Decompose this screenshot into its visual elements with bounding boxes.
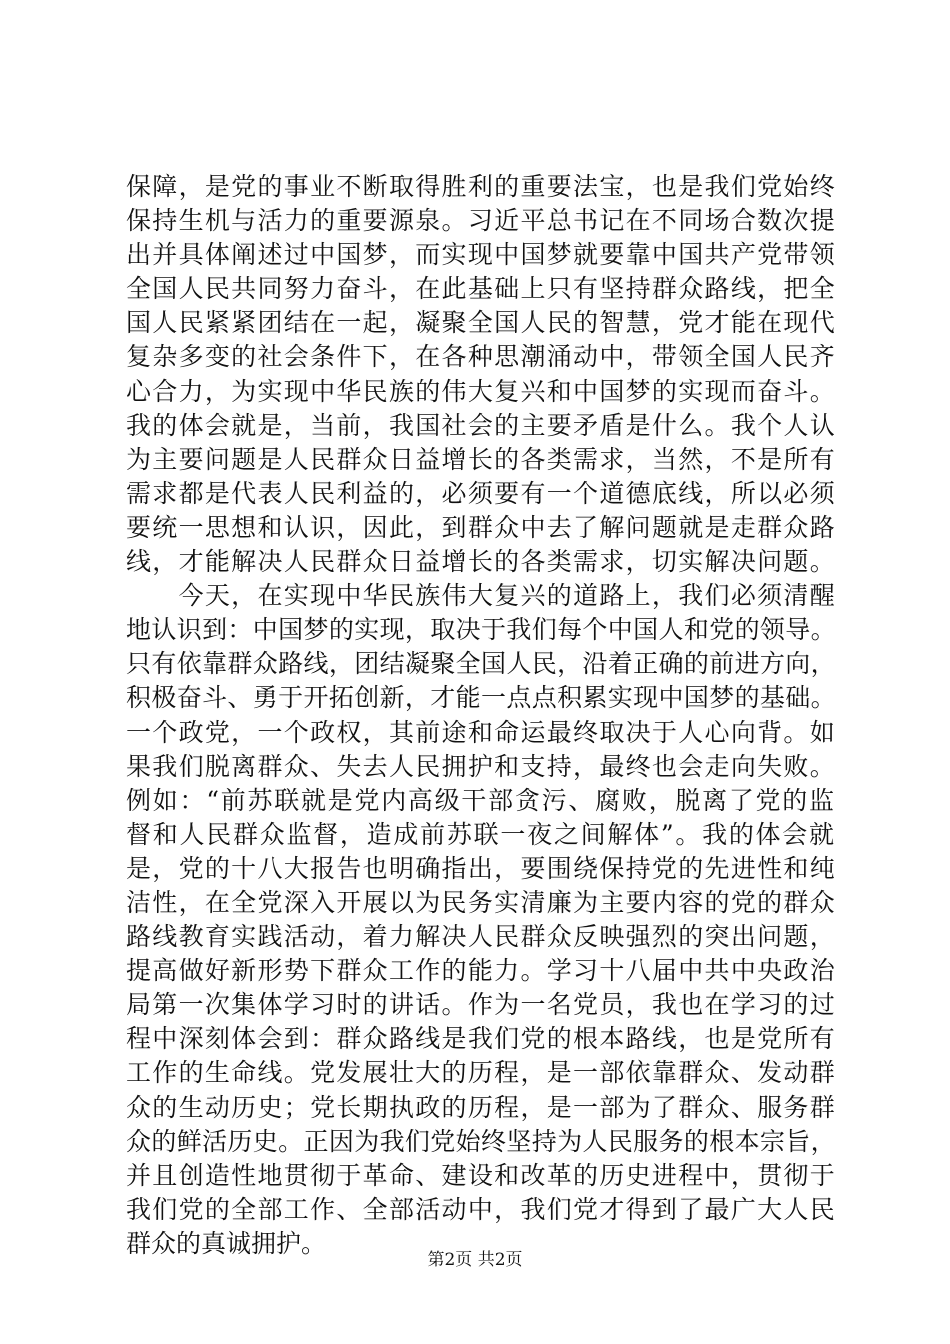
text-line: 并且创造性地贯彻于革命、建设和改革的历史进程中，贯彻于 xyxy=(126,1160,837,1190)
text-line: 工作的生命线。党发展壮大的历程，是一部依靠群众、发动群 xyxy=(126,1058,837,1088)
text-line: 今天，在实现中华民族伟大复兴的道路上，我们必须清醒 xyxy=(126,581,837,611)
text-line: 积极奋斗、勇于开拓创新，才能一点点积累实现中国梦的基础。 xyxy=(126,683,837,713)
text-line: 路线教育实践活动，着力解决人民群众反映强烈的突出问题， xyxy=(126,922,837,952)
text-line: 心合力，为实现中华民族的伟大复兴和中国梦的实现而奋斗。 xyxy=(126,376,837,406)
text-line: 只有依靠群众路线，团结凝聚全国人民，沿着正确的前进方向， xyxy=(126,649,837,679)
text-line: 是，党的十八大报告也明确指出，要围绕保持党的先进性和纯 xyxy=(126,853,837,883)
text-line: 保持生机与活力的重要源泉。习近平总书记在不同场合数次提 xyxy=(126,206,837,236)
text-line: 例如：“前苏联就是党内高级干部贪污、腐败，脱离了党的监 xyxy=(126,785,836,815)
text-line: 出并具体阐述过中国梦，而实现中国梦就要靠中国共产党带领 xyxy=(126,240,837,270)
text-line: 果我们脱离群众、失去人民拥护和支持，最终也会走向失败。 xyxy=(126,751,837,781)
text-line: 保障，是党的事业不断取得胜利的重要法宝，也是我们党始终 xyxy=(126,172,837,201)
text-line: 洁性，在全党深入开展以为民务实清廉为主要内容的党的群众 xyxy=(126,887,837,917)
text-line: 一个政党，一个政权，其前途和命运最终取决于人心向背。如 xyxy=(126,717,837,747)
text-line: 线，才能解决人民群众日益增长的各类需求，切实解决问题。 xyxy=(126,547,837,577)
text-line: 为主要问题是人民群众日益增长的各类需求，当然，不是所有 xyxy=(126,444,837,474)
text-line: 全国人民共同努力奋斗，在此基础上只有坚持群众路线，把全 xyxy=(126,274,837,304)
text-line: 复杂多变的社会条件下，在各种思潮涌动中，带领全国人民齐 xyxy=(126,342,837,372)
text-line: 我们党的全部工作、全部活动中，我们党才得到了最广大人民 xyxy=(126,1194,837,1224)
text-line: 局第一次集体学习时的讲话。作为一名党员，我也在学习的过 xyxy=(126,990,837,1020)
body-text xyxy=(126,170,836,1261)
text-line: 群众的真诚拥护。 xyxy=(126,1228,327,1258)
text-line: 众的鲜活历史。正因为我们党始终坚持为人民服务的根本宗旨， xyxy=(126,1126,837,1156)
text-line: 要统一思想和认识，因此，到群众中去了解问题就是走群众路 xyxy=(126,512,837,542)
text-line: 地认识到：中国梦的实现，取决于我们每个中国人和党的领导。 xyxy=(126,615,837,645)
text-line: 需求都是代表人民利益的，必须要有一个道德底线，所以必须 xyxy=(126,478,837,508)
text-line: 程中深刻体会到：群众路线是我们党的根本路线，也是党所有 xyxy=(126,1024,837,1054)
text-line: 提高做好新形势下群众工作的能力。学习十八届中共中央政治 xyxy=(126,956,837,986)
text-line: 我的体会就是，当前，我国社会的主要矛盾是什么。我个人认 xyxy=(126,410,837,440)
text-line: 督和人民群众监督，造成前苏联一夜之间解体”。我的体会就 xyxy=(126,819,836,849)
text-line: 国人民紧紧团结在一起，凝聚全国人民的智慧，党才能在现代 xyxy=(126,308,837,338)
text-line: 众的生动历史；党长期执政的历程，是一部为了群众、服务群 xyxy=(126,1092,837,1122)
page-footer: 第2页 共2页 xyxy=(427,1250,523,1270)
